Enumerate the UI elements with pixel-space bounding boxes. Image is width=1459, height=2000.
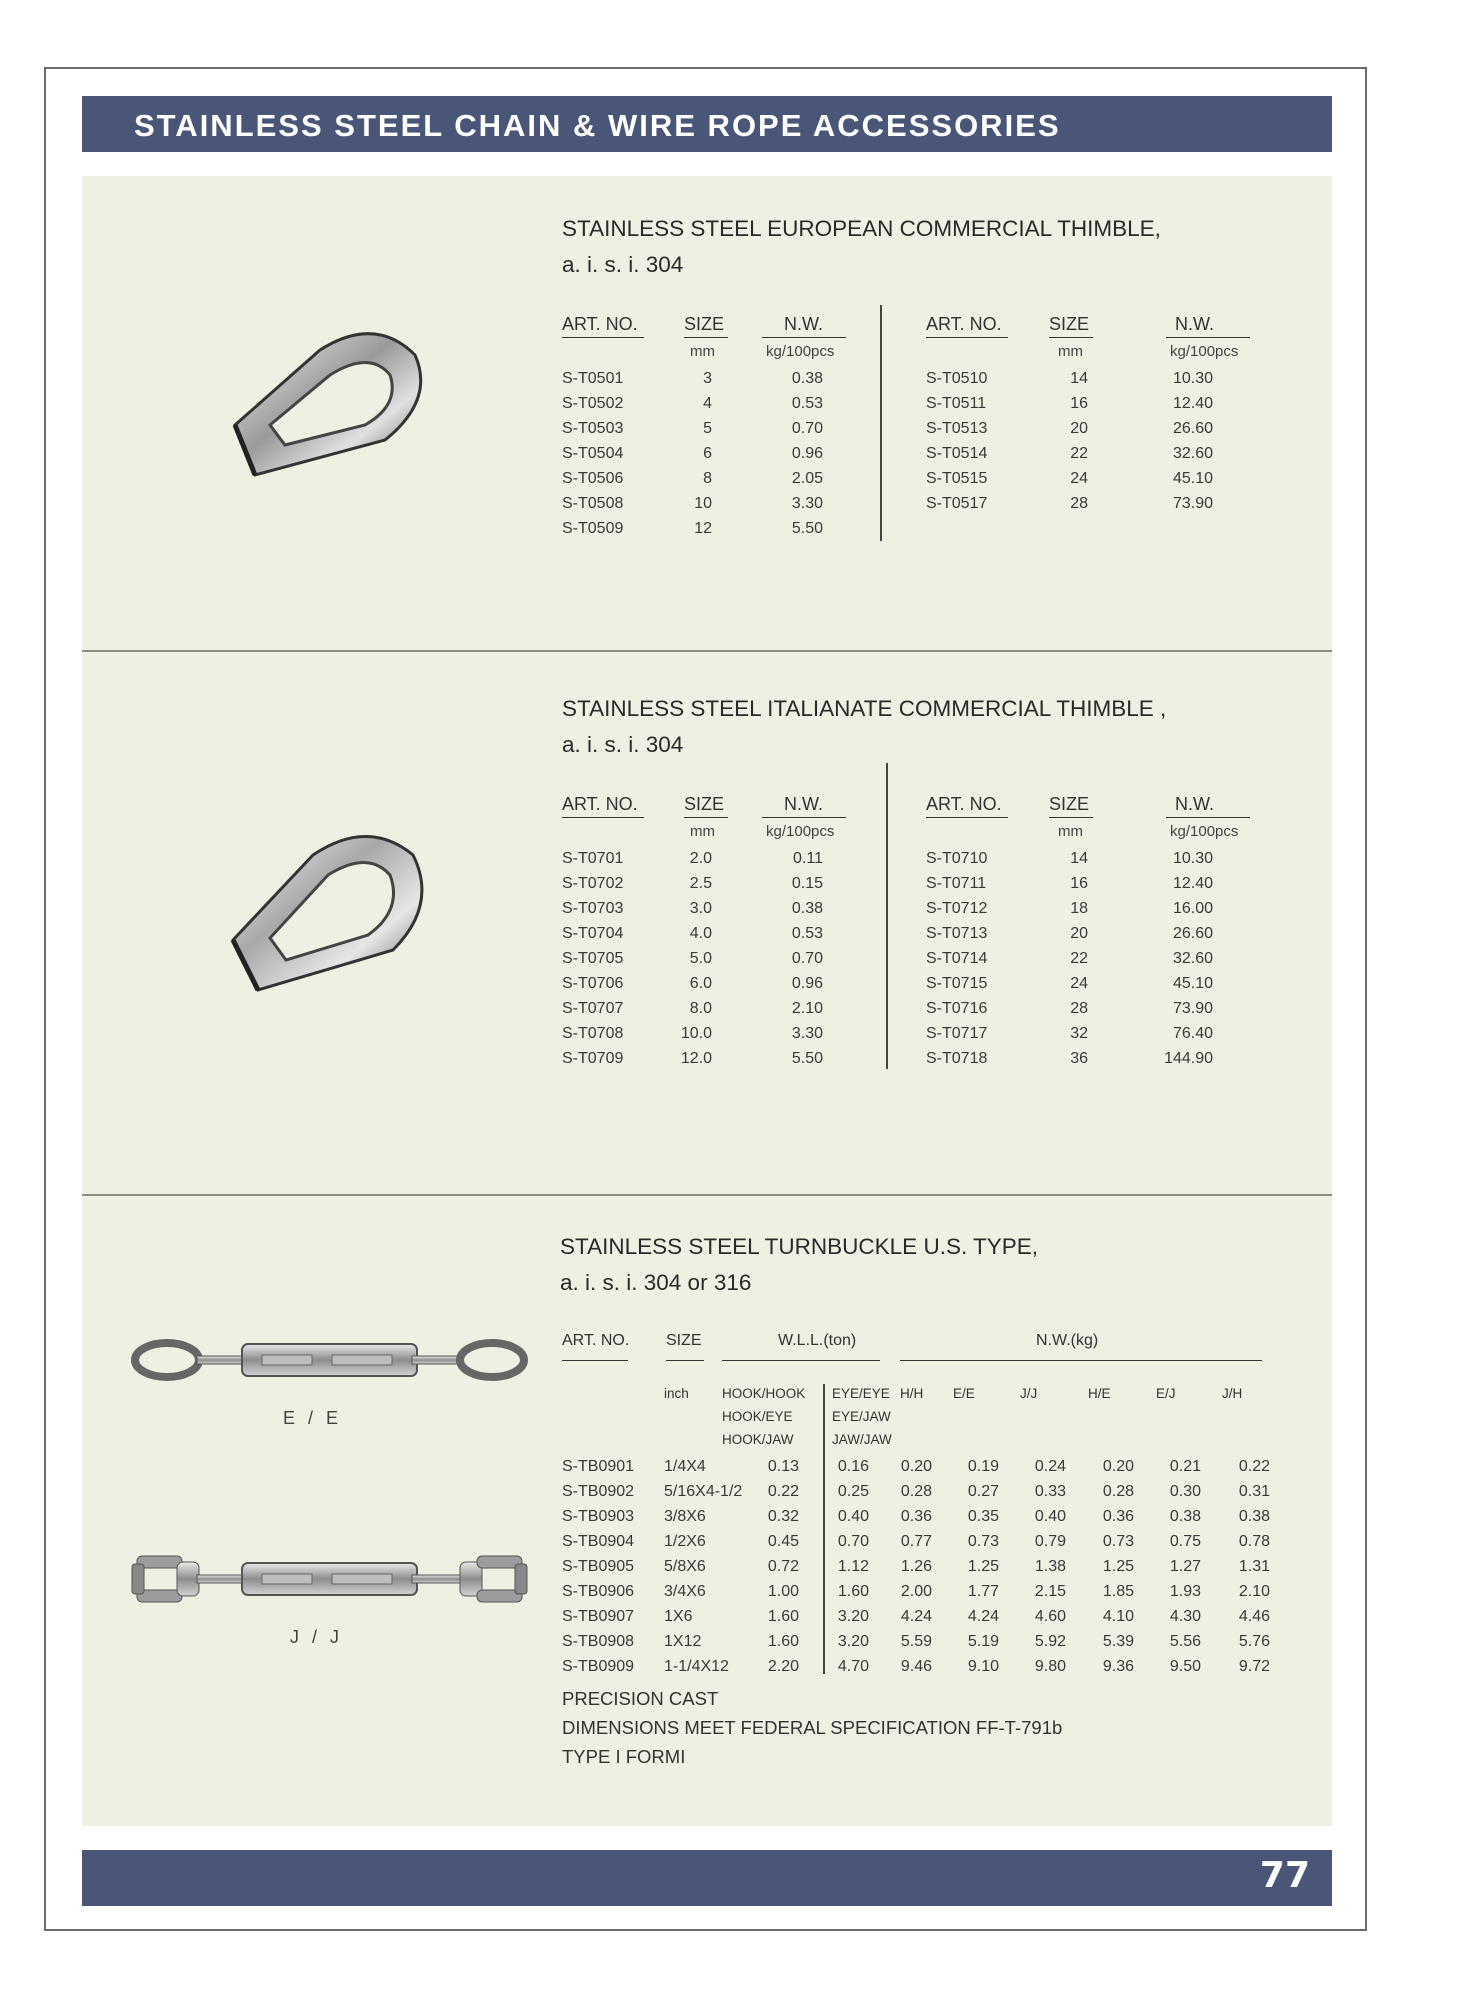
wll-hook-col-header — [722, 1382, 805, 1451]
art-no-cell: S-T0509 — [562, 520, 624, 537]
value-cell: 0.22 — [767, 1483, 799, 1500]
col-nw: N.W. — [1175, 794, 1214, 814]
value-cell: 5.19 — [967, 1633, 999, 1650]
value-cell: 0.22 — [1238, 1458, 1270, 1475]
art-no-cell: S-T0514 — [926, 445, 988, 462]
art-no-cell: S-TB0906 — [562, 1583, 635, 1600]
art-no-cell: S-T0713 — [926, 925, 988, 942]
nw-sub-header: H/E — [1088, 1386, 1111, 1401]
value-cell: 2.00 — [900, 1583, 932, 1600]
value-cell: 0.19 — [967, 1458, 999, 1475]
header-line: HOOK/JAW — [722, 1432, 794, 1447]
size-cell: 6 — [703, 445, 712, 462]
nw-cell: 0.70 — [791, 950, 823, 967]
value-cell: 1.00 — [767, 1583, 799, 1600]
value-cell: 4.60 — [1034, 1608, 1066, 1625]
size-cell: 8.0 — [689, 1000, 712, 1017]
col-art-no: ART. NO. — [926, 314, 1002, 334]
value-cell: 3.20 — [837, 1633, 869, 1650]
size-cell: 8 — [703, 470, 712, 487]
value-cell: 1.25 — [967, 1558, 999, 1575]
value-cell: 0.24 — [1034, 1458, 1066, 1475]
size-cell: 22 — [1070, 445, 1088, 462]
value-cell: 2.10 — [1238, 1583, 1270, 1600]
nw-cell: 32.60 — [1172, 445, 1213, 462]
header-underline — [684, 337, 728, 338]
size-cell: 14 — [1070, 370, 1088, 387]
header-underline — [722, 1360, 880, 1361]
value-cell: 1.60 — [837, 1583, 869, 1600]
value-cell: 1.60 — [767, 1608, 799, 1625]
col-art-no: ART. NO. — [926, 794, 1002, 814]
col-nw: N.W. — [1175, 314, 1214, 334]
nw-cell: 10.30 — [1172, 850, 1213, 867]
caption-jaw-jaw: J / J — [290, 1627, 344, 1647]
value-cell: 9.72 — [1238, 1658, 1270, 1675]
value-cell: 1.31 — [1238, 1558, 1270, 1575]
art-no-cell: S-T0511 — [926, 395, 987, 412]
nw-cell: 0.11 — [793, 850, 823, 867]
value-cell: 0.33 — [1034, 1483, 1066, 1500]
art-no-cell: S-T0703 — [562, 900, 624, 917]
size-unit: mm — [690, 343, 715, 360]
art-no-cell: S-T0718 — [926, 1050, 988, 1067]
nw-cell: 0.38 — [791, 900, 823, 917]
header-underline — [926, 337, 1008, 338]
size-cell: 12 — [694, 520, 712, 537]
european-thimble-title: STAINLESS STEEL EUROPEAN COMMERCIAL THIMBLE, — [562, 216, 1161, 241]
art-no-cell: S-T0502 — [562, 395, 624, 412]
col-nw: N.W. — [784, 314, 823, 334]
nw-sub-header: J/J — [1020, 1386, 1038, 1401]
page-number: 77 — [1259, 1855, 1310, 1896]
col-size: SIZE — [666, 1332, 702, 1349]
art-no-cell: S-T0715 — [926, 975, 988, 992]
value-cell: 0.28 — [900, 1483, 932, 1500]
nw-cell: 3.30 — [791, 1025, 823, 1042]
art-no-cell: S-T0709 — [562, 1050, 624, 1067]
value-cell: 1.25 — [1102, 1558, 1134, 1575]
header-underline — [1049, 337, 1093, 338]
nw-cell: 0.15 — [791, 875, 823, 892]
size-cell: 6.0 — [689, 975, 712, 992]
header-underline — [926, 817, 1008, 818]
size-cell: 4.0 — [689, 925, 712, 942]
value-cell: 0.20 — [900, 1458, 932, 1475]
nw-cell: 5.50 — [791, 520, 823, 537]
nw-sub-header: E/J — [1156, 1386, 1176, 1401]
value-cell: 0.72 — [767, 1558, 799, 1575]
size-cell: 2.0 — [689, 850, 712, 867]
value-cell: 0.78 — [1238, 1533, 1270, 1550]
art-no-cell: S-T0716 — [926, 1000, 988, 1017]
value-cell: 4.46 — [1238, 1608, 1270, 1625]
value-cell: 0.27 — [967, 1483, 999, 1500]
header-underline — [1049, 817, 1093, 818]
nw-cell: 73.90 — [1172, 1000, 1213, 1017]
value-cell: 0.13 — [767, 1458, 799, 1475]
value-cell: 0.38 — [1238, 1508, 1270, 1525]
size-cell: 3/8X6 — [664, 1508, 706, 1525]
header-underline — [1166, 337, 1250, 338]
nw-cell: 144.90 — [1164, 1050, 1213, 1067]
art-no-cell: S-T0515 — [926, 470, 988, 487]
european-thimble-image — [225, 325, 425, 475]
art-no-cell: S-T0513 — [926, 420, 988, 437]
page-title: STAINLESS STEEL CHAIN & WIRE ROPE ACCESSORIES — [134, 108, 1061, 143]
italianate-thimble-subtitle: a. i. s. i. 304 — [562, 732, 684, 757]
value-cell: 0.35 — [967, 1508, 999, 1525]
turnbuckle-eye-eye-image — [132, 1335, 527, 1385]
value-cell: 4.70 — [837, 1658, 869, 1675]
header-line: EYE/EYE — [832, 1386, 890, 1401]
value-cell: 1.60 — [767, 1633, 799, 1650]
size-cell: 10.0 — [680, 1025, 712, 1042]
nw-cell: 0.96 — [791, 445, 823, 462]
nw-cell: 32.60 — [1172, 950, 1213, 967]
col-size: SIZE — [1049, 314, 1090, 334]
value-cell: 0.21 — [1169, 1458, 1201, 1475]
nw-sub-header: E/E — [953, 1386, 975, 1401]
size-cell: 10 — [694, 495, 712, 512]
nw-cell: 2.05 — [791, 470, 823, 487]
footer-bar — [82, 1850, 1332, 1906]
size-unit: mm — [1058, 343, 1083, 360]
value-cell: 9.10 — [967, 1658, 999, 1675]
size-cell: 3/4X6 — [664, 1583, 706, 1600]
header-underline — [562, 817, 644, 818]
art-no-cell: S-TB0905 — [562, 1558, 635, 1575]
turnbuckle-jaw-jaw-image — [132, 1550, 527, 1610]
art-no-cell: S-T0701 — [562, 850, 624, 867]
value-cell: 0.40 — [1034, 1508, 1066, 1525]
nw-cell: 12.40 — [1172, 395, 1213, 412]
nw-cell: 45.10 — [1172, 470, 1213, 487]
value-cell: 0.32 — [767, 1508, 799, 1525]
nw-cell: 16.00 — [1172, 900, 1213, 917]
size-unit: mm — [690, 823, 715, 840]
art-no-cell: S-T0710 — [926, 850, 988, 867]
size-cell: 16 — [1070, 395, 1088, 412]
wll-eye-col-header — [832, 1382, 892, 1451]
value-cell: 0.25 — [837, 1483, 869, 1500]
header-underline — [684, 817, 728, 818]
art-no-cell: S-TB0903 — [562, 1508, 635, 1525]
size-cell: 4 — [703, 395, 712, 412]
value-cell: 3.20 — [837, 1608, 869, 1625]
art-no-cell: S-T0506 — [562, 470, 624, 487]
header-underline — [562, 1360, 628, 1361]
value-cell: 5.59 — [900, 1633, 932, 1650]
size-cell: 18 — [1070, 900, 1088, 917]
note-precision-cast: PRECISION CAST — [562, 1688, 719, 1709]
value-cell: 1.38 — [1034, 1558, 1066, 1575]
value-cell: 0.20 — [1102, 1458, 1134, 1475]
col-art-no: ART. NO. — [562, 314, 638, 334]
value-cell: 5.39 — [1102, 1633, 1134, 1650]
value-cell: 0.16 — [837, 1458, 869, 1475]
col-size: SIZE — [684, 794, 725, 814]
art-no-cell: S-TB0904 — [562, 1533, 635, 1550]
value-cell: 9.80 — [1034, 1658, 1066, 1675]
value-cell: 1.85 — [1102, 1583, 1134, 1600]
art-no-cell: S-T0708 — [562, 1025, 624, 1042]
header-line: HOOK/EYE — [722, 1409, 793, 1424]
nw-cell: 10.30 — [1172, 370, 1213, 387]
size-cell: 5/16X4-1/2 — [664, 1483, 743, 1500]
note-type: TYPE I FORMI — [562, 1746, 686, 1767]
european-thimble-subtitle: a. i. s. i. 304 — [562, 252, 684, 277]
header-line: HOOK/HOOK — [722, 1386, 806, 1401]
nw-cell: 12.40 — [1172, 875, 1213, 892]
art-no-cell: S-T0711 — [926, 875, 987, 892]
art-no-cell: S-TB0908 — [562, 1633, 635, 1650]
value-cell: 0.79 — [1034, 1533, 1066, 1550]
nw-cell: 0.38 — [791, 370, 823, 387]
header-underline — [762, 337, 846, 338]
header-underline — [1166, 817, 1250, 818]
value-cell: 0.28 — [1102, 1483, 1134, 1500]
value-cell: 0.45 — [767, 1533, 799, 1550]
art-no-cell: S-TB0901 — [562, 1458, 635, 1475]
nw-cell: 3.30 — [791, 495, 823, 512]
value-cell: 0.77 — [900, 1533, 932, 1550]
size-unit: mm — [1058, 823, 1083, 840]
art-no-cell: S-TB0909 — [562, 1658, 635, 1675]
art-no-cell: S-TB0902 — [562, 1483, 635, 1500]
art-no-cell: S-TB0907 — [562, 1608, 635, 1625]
value-cell: 4.30 — [1169, 1608, 1201, 1625]
value-cell: 1.93 — [1169, 1583, 1201, 1600]
header-underline — [562, 337, 644, 338]
art-no-cell: S-T0702 — [562, 875, 624, 892]
value-cell: 4.24 — [900, 1608, 932, 1625]
value-cell: 0.36 — [1102, 1508, 1134, 1525]
value-cell: 0.30 — [1169, 1483, 1201, 1500]
art-no-cell: S-T0707 — [562, 1000, 624, 1017]
italianate-thimble-title: STAINLESS STEEL ITALIANATE COMMERCIAL THIMBLE , — [562, 696, 1167, 721]
size-cell: 5/8X6 — [664, 1558, 706, 1575]
nw-unit: kg/100pcs — [1170, 343, 1239, 360]
size-cell: 12.0 — [680, 1050, 712, 1067]
table-divider — [886, 763, 888, 1069]
col-size: SIZE — [684, 314, 725, 334]
value-cell: 2.20 — [767, 1658, 799, 1675]
table-divider — [880, 305, 882, 541]
art-no-cell: S-T0706 — [562, 975, 624, 992]
header-underline — [900, 1360, 1262, 1361]
nw-sub-header: J/H — [1222, 1386, 1243, 1401]
size-cell: 1/4X4 — [664, 1458, 706, 1475]
value-cell: 0.75 — [1169, 1533, 1201, 1550]
value-cell: 9.50 — [1169, 1658, 1201, 1675]
art-no-cell: S-T0517 — [926, 495, 988, 512]
value-cell: 0.73 — [967, 1533, 999, 1550]
col-art-no: ART. NO. — [562, 794, 638, 814]
section-divider — [82, 650, 1332, 652]
size-cell: 32 — [1070, 1025, 1088, 1042]
size-cell: 1X6 — [664, 1608, 693, 1625]
size-cell: 3 — [703, 370, 712, 387]
nw-cell: 45.10 — [1172, 975, 1213, 992]
value-cell: 9.46 — [900, 1658, 932, 1675]
col-art-no: ART. NO. — [562, 1332, 630, 1349]
nw-cell: 0.53 — [791, 395, 823, 412]
nw-cell: 0.96 — [791, 975, 823, 992]
value-cell: 0.36 — [900, 1508, 932, 1525]
size-cell: 20 — [1070, 925, 1088, 942]
header-line: EYE/JAW — [832, 1409, 891, 1424]
italianate-thimble-image — [228, 830, 428, 990]
art-no-cell: S-T0503 — [562, 420, 624, 437]
size-cell: 20 — [1070, 420, 1088, 437]
value-cell: 4.10 — [1102, 1608, 1134, 1625]
art-no-cell: S-T0717 — [926, 1025, 988, 1042]
value-cell: 0.31 — [1238, 1483, 1270, 1500]
turnbuckle-title: STAINLESS STEEL TURNBUCKLE U.S. TYPE, — [560, 1234, 1039, 1259]
size-cell: 3.0 — [689, 900, 712, 917]
art-no-cell: S-T0501 — [562, 370, 624, 387]
header-line: JAW/JAW — [832, 1432, 892, 1447]
col-nw: N.W.(kg) — [1036, 1332, 1099, 1349]
size-cell: 36 — [1070, 1050, 1088, 1067]
size-cell: 14 — [1070, 850, 1088, 867]
nw-cell: 73.90 — [1172, 495, 1213, 512]
value-cell: 0.70 — [837, 1533, 869, 1550]
size-cell: 22 — [1070, 950, 1088, 967]
art-no-cell: S-T0705 — [562, 950, 624, 967]
value-cell: 5.56 — [1169, 1633, 1201, 1650]
nw-cell: 76.40 — [1172, 1025, 1213, 1042]
value-cell: 4.24 — [967, 1608, 999, 1625]
size-cell: 16 — [1070, 875, 1088, 892]
size-cell: 5.0 — [689, 950, 712, 967]
art-no-cell: S-T0712 — [926, 900, 988, 917]
nw-cell: 2.10 — [791, 1000, 823, 1017]
art-no-cell: S-T0704 — [562, 925, 624, 942]
size-cell: 1-1/4X12 — [664, 1658, 729, 1675]
turnbuckle-subtitle: a. i. s. i. 304 or 316 — [560, 1270, 752, 1295]
nw-sub-header: H/H — [900, 1386, 924, 1401]
nw-unit: kg/100pcs — [766, 343, 835, 360]
art-no-cell: S-T0714 — [926, 950, 988, 967]
nw-cell: 26.60 — [1172, 925, 1213, 942]
header-underline — [762, 817, 846, 818]
value-cell: 5.76 — [1238, 1633, 1270, 1650]
size-cell: 1X12 — [664, 1633, 702, 1650]
size-cell: 24 — [1070, 470, 1088, 487]
size-unit: inch — [664, 1386, 689, 1401]
note-federal-spec: DIMENSIONS MEET FEDERAL SPECIFICATION FF-T-791b — [562, 1717, 1063, 1738]
art-no-cell: S-T0510 — [926, 370, 988, 387]
size-cell: 28 — [1070, 495, 1088, 512]
value-cell: 1.27 — [1169, 1558, 1201, 1575]
value-cell: 2.15 — [1034, 1583, 1066, 1600]
size-cell: 1/2X6 — [664, 1533, 706, 1550]
value-cell: 0.40 — [837, 1508, 869, 1525]
art-no-cell: S-T0508 — [562, 495, 624, 512]
size-cell: 28 — [1070, 1000, 1088, 1017]
size-cell: 24 — [1070, 975, 1088, 992]
nw-unit: kg/100pcs — [766, 823, 835, 840]
value-cell: 5.92 — [1034, 1633, 1066, 1650]
caption-eye-eye: E / E — [283, 1408, 343, 1428]
value-cell: 0.73 — [1102, 1533, 1134, 1550]
nw-cell: 5.50 — [791, 1050, 823, 1067]
nw-unit: kg/100pcs — [1170, 823, 1239, 840]
value-cell: 1.12 — [837, 1558, 869, 1575]
col-nw: N.W. — [784, 794, 823, 814]
header-underline — [666, 1360, 704, 1361]
value-cell: 0.38 — [1169, 1508, 1201, 1525]
art-no-cell: S-T0504 — [562, 445, 624, 462]
col-size: SIZE — [1049, 794, 1090, 814]
col-wll: W.L.L.(ton) — [778, 1332, 857, 1349]
value-cell: 9.36 — [1102, 1658, 1134, 1675]
size-cell: 2.5 — [689, 875, 712, 892]
nw-cell: 0.53 — [791, 925, 823, 942]
nw-cell: 0.70 — [791, 420, 823, 437]
section-divider — [82, 1194, 1332, 1196]
value-cell: 1.26 — [900, 1558, 932, 1575]
size-cell: 5 — [703, 420, 712, 437]
table-divider — [823, 1384, 825, 1674]
value-cell: 1.77 — [967, 1583, 999, 1600]
nw-cell: 26.60 — [1172, 420, 1213, 437]
